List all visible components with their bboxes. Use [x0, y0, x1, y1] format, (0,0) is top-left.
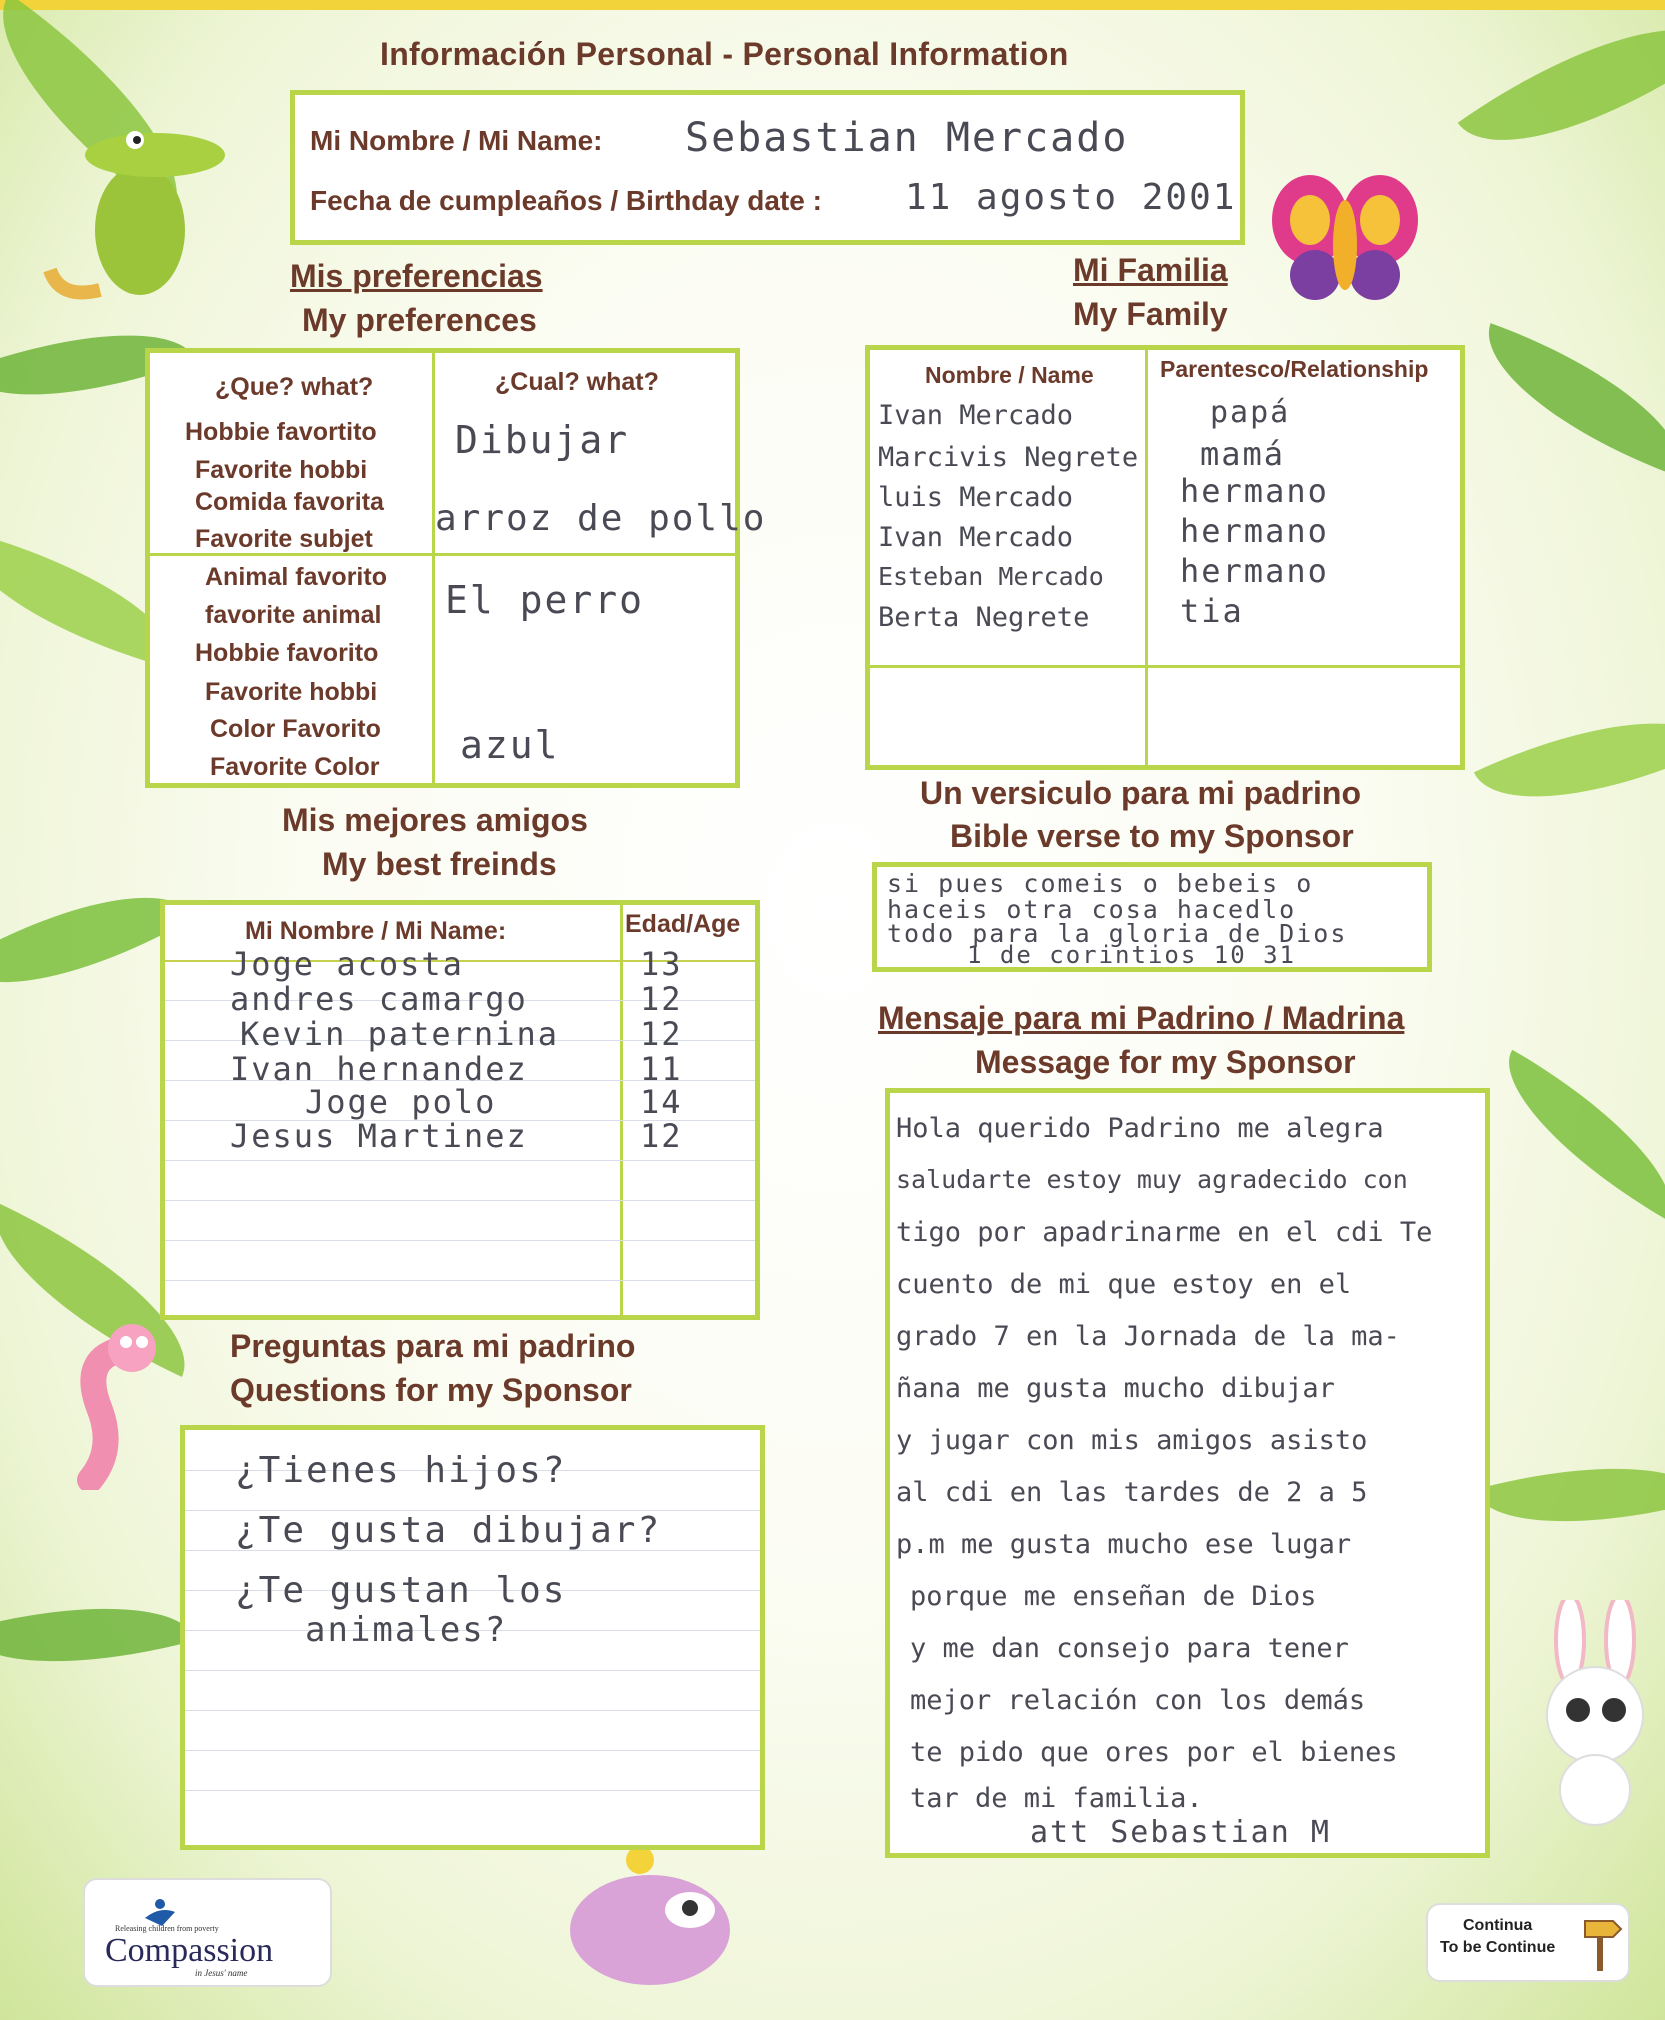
jungle-leaf: [0, 1573, 195, 1698]
friend-row-6-age: 12: [640, 1117, 683, 1155]
ruled-line: [165, 1280, 755, 1281]
logo-tagline: Releasing children from poverty: [115, 1924, 219, 1933]
verse-line-4: 1 de corintios 10 31: [967, 941, 1296, 969]
friends-table: [160, 900, 760, 1320]
questions-title-es: Preguntas para mi padrino: [230, 1328, 636, 1364]
question-3: ¿Te gustan los: [235, 1570, 567, 1611]
message-line: p.m me gusta mucho ese lugar: [896, 1529, 1352, 1560]
verse-line-2: haceis otra cosa hacedlo: [887, 895, 1297, 924]
family-row-3-rel: hermano: [1180, 472, 1329, 510]
family-title-en: My Family: [1073, 296, 1228, 332]
family-table: [865, 345, 1465, 770]
pref-row-3-es: Animal favorito: [205, 563, 387, 591]
friend-row-6-name: Jesus Martinez: [230, 1117, 528, 1155]
message-box: [885, 1088, 1490, 1858]
family-title-es: Mi Familia: [1073, 252, 1228, 288]
message-signature: att Sebastian M: [1030, 1815, 1331, 1850]
verse-box: [872, 862, 1432, 972]
family-col-name: Nombre / Name: [925, 362, 1094, 388]
birthday-value: 11 agosto 2001: [905, 177, 1237, 218]
message-line: porque me enseñan de Dios: [910, 1581, 1317, 1612]
ruled-line: [165, 1200, 755, 1201]
friend-row-1-age: 13: [640, 945, 683, 983]
ruled-line: [185, 1750, 760, 1751]
verse-line-3: todo para la gloria de Dios: [887, 919, 1348, 948]
friend-row-3-age: 12: [640, 1015, 683, 1053]
birthday-label: Fecha de cumpleaños / Birthday date :: [310, 185, 822, 216]
friend-row-5-name: Joge polo: [305, 1083, 497, 1121]
pref-row-1-en: Favorite hobbi: [195, 456, 368, 484]
pref-row-4-es: Hobbie favorito: [195, 639, 379, 667]
preferences-table: [145, 348, 767, 788]
family-row-5-rel: hermano: [1180, 552, 1329, 590]
ruled-line: [165, 1240, 755, 1241]
col-what-header: ¿Que? what?: [215, 373, 374, 401]
message-line: saludarte estoy muy agradecido con: [896, 1165, 1408, 1194]
friend-row-4-age: 11: [640, 1050, 683, 1088]
top-color-strip: [0, 0, 1665, 10]
pref-row-2-es: Comida favorita: [195, 488, 384, 516]
continue-sticker: [1428, 1905, 1628, 1980]
ruled-line: [185, 1790, 760, 1791]
preferences-title-en: My preferences: [302, 302, 537, 338]
continue-es: Continua: [1463, 1917, 1533, 1934]
message-line: mejor relación con los demás: [910, 1685, 1366, 1716]
message-title-en: Message for my Sponsor: [975, 1044, 1356, 1080]
questions-title-en: Questions for my Sponsor: [230, 1372, 632, 1408]
family-row-1-rel: papá: [1210, 395, 1291, 430]
family-row-6-rel: tia: [1180, 592, 1244, 630]
jungle-leaf: [1474, 675, 1665, 845]
ruled-line: [185, 1670, 760, 1671]
message-line: grado 7 en la Jornada de la ma-: [896, 1321, 1400, 1352]
message-line: tigo por apadrinarme en el cdi Te: [896, 1217, 1433, 1248]
family-row-2-name: Marcivis Negrete: [878, 442, 1139, 473]
verse-title-en: Bible verse to my Sponsor: [950, 818, 1354, 854]
continue-en: To be Continue: [1440, 1939, 1556, 1956]
family-row-5-name: Esteban Mercado: [878, 562, 1104, 591]
friend-row-1-name: Joge acosta: [230, 945, 464, 983]
jungle-leaf: [1475, 1433, 1665, 1558]
pref-row-5-es: Color Favorito: [210, 715, 381, 743]
col-which-header: ¿Cual? what?: [495, 368, 659, 396]
friends-col-age: Edad/Age: [625, 910, 741, 938]
message-line: ñana me gusta mucho dibujar: [896, 1373, 1335, 1404]
column-divider: [432, 353, 435, 783]
family-row-1-name: Ivan Mercado: [878, 400, 1074, 431]
preferences-title-es: Mis preferencias: [290, 258, 543, 294]
personal-info-box: [290, 90, 1245, 245]
family-col-relationship: Parentesco/Relationship: [1160, 356, 1429, 382]
questions-box: [180, 1425, 765, 1850]
compassion-logo: [85, 1880, 330, 1985]
jungle-leaf: [1477, 1050, 1665, 1221]
verse-title-es: Un versiculo para mi padrino: [920, 775, 1361, 811]
pref-row-2-en: Favorite subjet: [195, 525, 373, 553]
pref-row-5-en: Favorite Color: [210, 753, 380, 781]
friend-row-3-name: Kevin paternina: [240, 1015, 559, 1053]
family-row-6-name: Berta Negrete: [878, 602, 1090, 633]
name-label: Mi Nombre / Mi Name:: [310, 125, 603, 156]
butterfly-icon: [1270, 170, 1420, 310]
friend-row-5-age: 14: [640, 1083, 683, 1121]
verse-line-1: si pues comeis o bebeis o: [887, 869, 1314, 898]
pref-row-3-en: favorite animal: [205, 601, 382, 629]
friends-col-name: Mi Nombre / Mi Name:: [245, 917, 507, 945]
question-2: ¿Te gusta dibujar?: [235, 1510, 662, 1551]
dolphin-icon: [540, 1840, 760, 2010]
friends-title-en: My best freinds: [322, 846, 557, 882]
crocodile-icon: [40, 100, 240, 310]
jungle-leaf: [1458, 0, 1665, 196]
family-row-3-name: luis Mercado: [878, 482, 1074, 513]
page-title: Información Personal - Personal Information: [380, 36, 1069, 72]
ruled-line: [185, 1710, 760, 1711]
bunny-icon: [1530, 1600, 1660, 1830]
message-line: al cdi en las tardes de 2 a 5: [896, 1477, 1368, 1508]
message-line: y me dan consejo para tener: [910, 1633, 1349, 1664]
pref-row-2-answer: arroz de pollo: [435, 498, 767, 539]
worm-icon: [60, 1320, 170, 1490]
signpost-arrow-icon: [1583, 1913, 1623, 1973]
logo-name: Compassion: [105, 1932, 274, 1969]
column-divider: [1145, 350, 1148, 765]
family-row-4-name: Ivan Mercado: [878, 522, 1074, 553]
family-row-4-rel: hermano: [1180, 512, 1329, 550]
friend-row-2-age: 12: [640, 980, 683, 1018]
row-divider: [870, 665, 1460, 668]
pref-row-5-answer: azul: [460, 723, 560, 767]
friend-row-2-name: andres camargo: [230, 980, 528, 1018]
name-value: Sebastian Mercado: [685, 115, 1129, 161]
pref-row-1-answer: Dibujar: [455, 418, 630, 462]
message-line: Hola querido Padrino me alegra: [896, 1113, 1384, 1144]
column-divider: [620, 905, 623, 1315]
friends-title-es: Mis mejores amigos: [282, 802, 588, 838]
pref-row-1-es: Hobbie favortito: [185, 418, 377, 446]
pref-row-4-en: Favorite hobbi: [205, 678, 378, 706]
logo-sub: in Jesus' name: [195, 1968, 248, 1978]
message-line: y jugar con mis amigos asisto: [896, 1425, 1368, 1456]
question-1: ¿Tienes hijos?: [235, 1450, 567, 1491]
question-4: animales?: [305, 1610, 508, 1650]
ruled-line: [165, 1160, 755, 1161]
pref-row-3-answer: El perro: [445, 578, 645, 622]
message-title-es: Mensaje para mi Padrino / Madrina: [878, 1000, 1405, 1036]
message-line: te pido que ores por el bienes: [910, 1737, 1398, 1768]
family-row-2-rel: mamá: [1200, 435, 1286, 473]
message-line: cuento de mi que estoy en el: [896, 1269, 1352, 1300]
jungle-leaf: [1463, 323, 1665, 477]
message-line: tar de mi familia.: [910, 1783, 1203, 1814]
friend-row-4-name: Ivan hernandez: [230, 1050, 528, 1088]
